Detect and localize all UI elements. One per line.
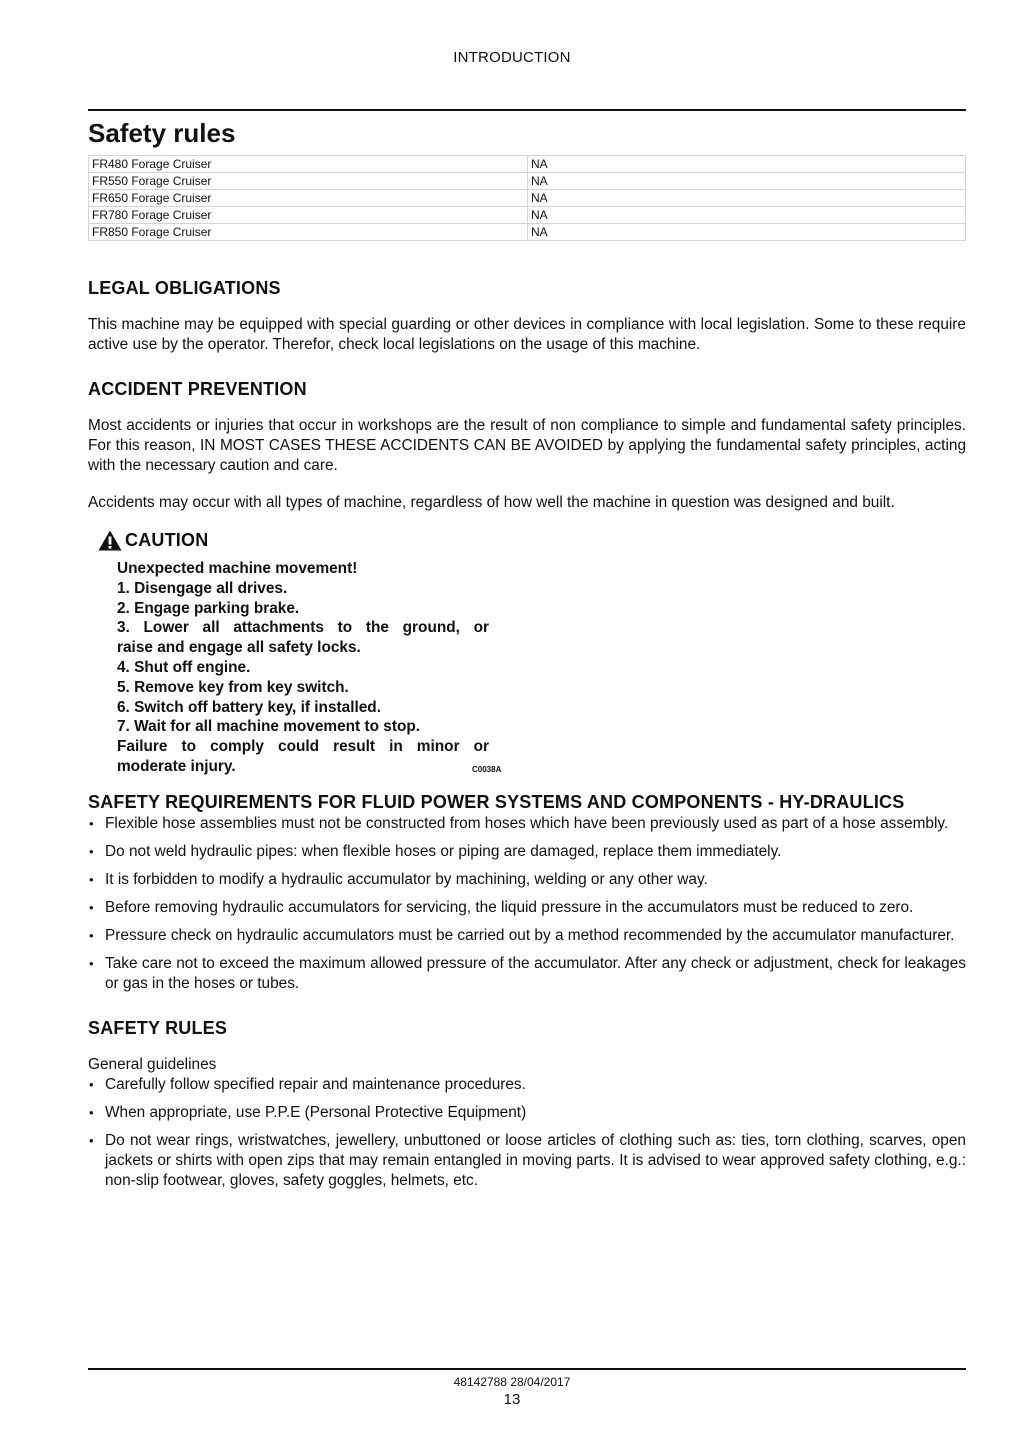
legal-heading: LEGAL OBLIGATIONS (88, 278, 281, 298)
caution-line: 3. Lower all attachments to the ground, or (117, 619, 489, 637)
caution-line: raise and engage all safety locks. (117, 639, 361, 657)
models-table (88, 155, 966, 241)
model-cell: FR480 Forage Cruiser (89, 156, 528, 173)
value-cell: NA (528, 173, 966, 190)
value-cell: NA (528, 190, 966, 207)
caution-line: 7. Wait for all machine movement to stop. (117, 718, 421, 736)
caution-label: CAUTION (125, 529, 209, 550)
table-row (89, 173, 966, 190)
list-item: • When appropriate, use P.P.E (Personal Protective Equipment) (88, 1103, 966, 1123)
model-cell: FR850 Forage Cruiser (89, 224, 528, 241)
footer-rule (88, 1368, 966, 1370)
caution-line: 4. Shut off engine. (117, 658, 251, 676)
fluid-heading: SAFETY REQUIREMENTS FOR FLUID POWER SYSTEMS AND COMPONENTS - HY-DRAULICS (88, 792, 905, 812)
accident-paragraph-1: Most accidents or injuries that occur in workshops are the result of non compliance to simple and fundamental safety principles. For this reason, IN MOST CASES THESE ACCIDENTS CAN BE AVOIDED by applying the fundamental safety principles, acting with the necessary caution and care. (88, 417, 966, 474)
legal-paragraph: This machine may be equipped with special guarding or other devices in compliance with local legislation. Some to these require active use by the operator. Therefor, check local legislations on the usage of this machine. (88, 316, 966, 353)
caution-header (98, 527, 966, 553)
caution-line: Failure to comply could result in minor or (117, 738, 489, 756)
caution-line: Unexpected machine movement! (117, 560, 358, 577)
caution-line: 2. Engage parking brake. (117, 599, 300, 617)
list-item: • Pressure check on hydraulic accumulators must be carried out by a method recommended by the accumulator manufacturer. (88, 926, 966, 946)
rules-heading: SAFETY RULES (88, 1018, 228, 1038)
rules-bullet-list (88, 1075, 966, 1191)
model-cell: FR650 Forage Cruiser (89, 190, 528, 207)
caution-line: 6. Switch off battery key, if installed. (117, 698, 381, 716)
warning-triangle-icon (98, 530, 122, 551)
list-item: • It is forbidden to modify a hydraulic accumulator by machining, welding or any other way. (88, 870, 966, 890)
accident-paragraph-2: Accidents may occur with all types of machine, regardless of how well the machine in question was designed and built. (88, 494, 895, 511)
value-cell: NA (528, 224, 966, 241)
table-row (89, 190, 966, 207)
caution-box (88, 527, 966, 781)
title-rule (88, 109, 966, 111)
model-cell: FR780 Forage Cruiser (89, 207, 528, 224)
caution-line: 5. Remove key from key switch. (117, 678, 349, 696)
value-cell: NA (528, 156, 966, 173)
accident-heading: ACCIDENT PREVENTION (88, 379, 307, 399)
list-item: • Flexible hose assemblies must not be constructed from hoses which have been previously used as part of a hose assembly. (88, 814, 966, 834)
list-item: • Do not weld hydraulic pipes: when flexible hoses or piping are damaged, replace them immediately. (88, 842, 966, 862)
list-item: • Take care not to exceed the maximum allowed pressure of the accumulator. After any check or adjustment, check for leakages or gas in the hoses or tubes. (88, 954, 966, 994)
page-number: 13 (503, 1391, 521, 1408)
page-content (88, 109, 966, 1191)
model-cell: FR550 Forage Cruiser (89, 173, 528, 190)
fluid-bullet-list (88, 814, 966, 994)
list-item: • Do not wear rings, wristwatches, jewellery, unbuttoned or loose articles of clothing such as: ties, torn clothing, scarves, open jackets or shirts with open zips that may remain entangled in moving parts. It is advised to wear approved safety clothing, e.g.: non-slip footwear, gloves, safety goggles, helmets, etc. (88, 1131, 966, 1191)
list-item: • Before removing hydraulic accumulators for servicing, the liquid pressure in the accumulators must be reduced to zero. (88, 898, 966, 918)
running-header: INTRODUCTION (453, 49, 571, 66)
page-title: Safety rules (88, 118, 236, 148)
table-row (89, 224, 966, 241)
rules-intro: General guidelines (88, 1056, 217, 1073)
table-row (89, 156, 966, 173)
caution-line: 1. Disengage all drives. (117, 579, 288, 597)
footer-doc-reference: 48142788 28/04/2017 (453, 1375, 571, 1389)
table-row (89, 207, 966, 224)
value-cell: NA (528, 207, 966, 224)
list-item: • Carefully follow specified repair and maintenance procedures. (88, 1075, 966, 1095)
caution-code: C0038A (472, 765, 502, 774)
caution-text (117, 559, 489, 777)
caution-line: moderate injury. (117, 757, 236, 775)
